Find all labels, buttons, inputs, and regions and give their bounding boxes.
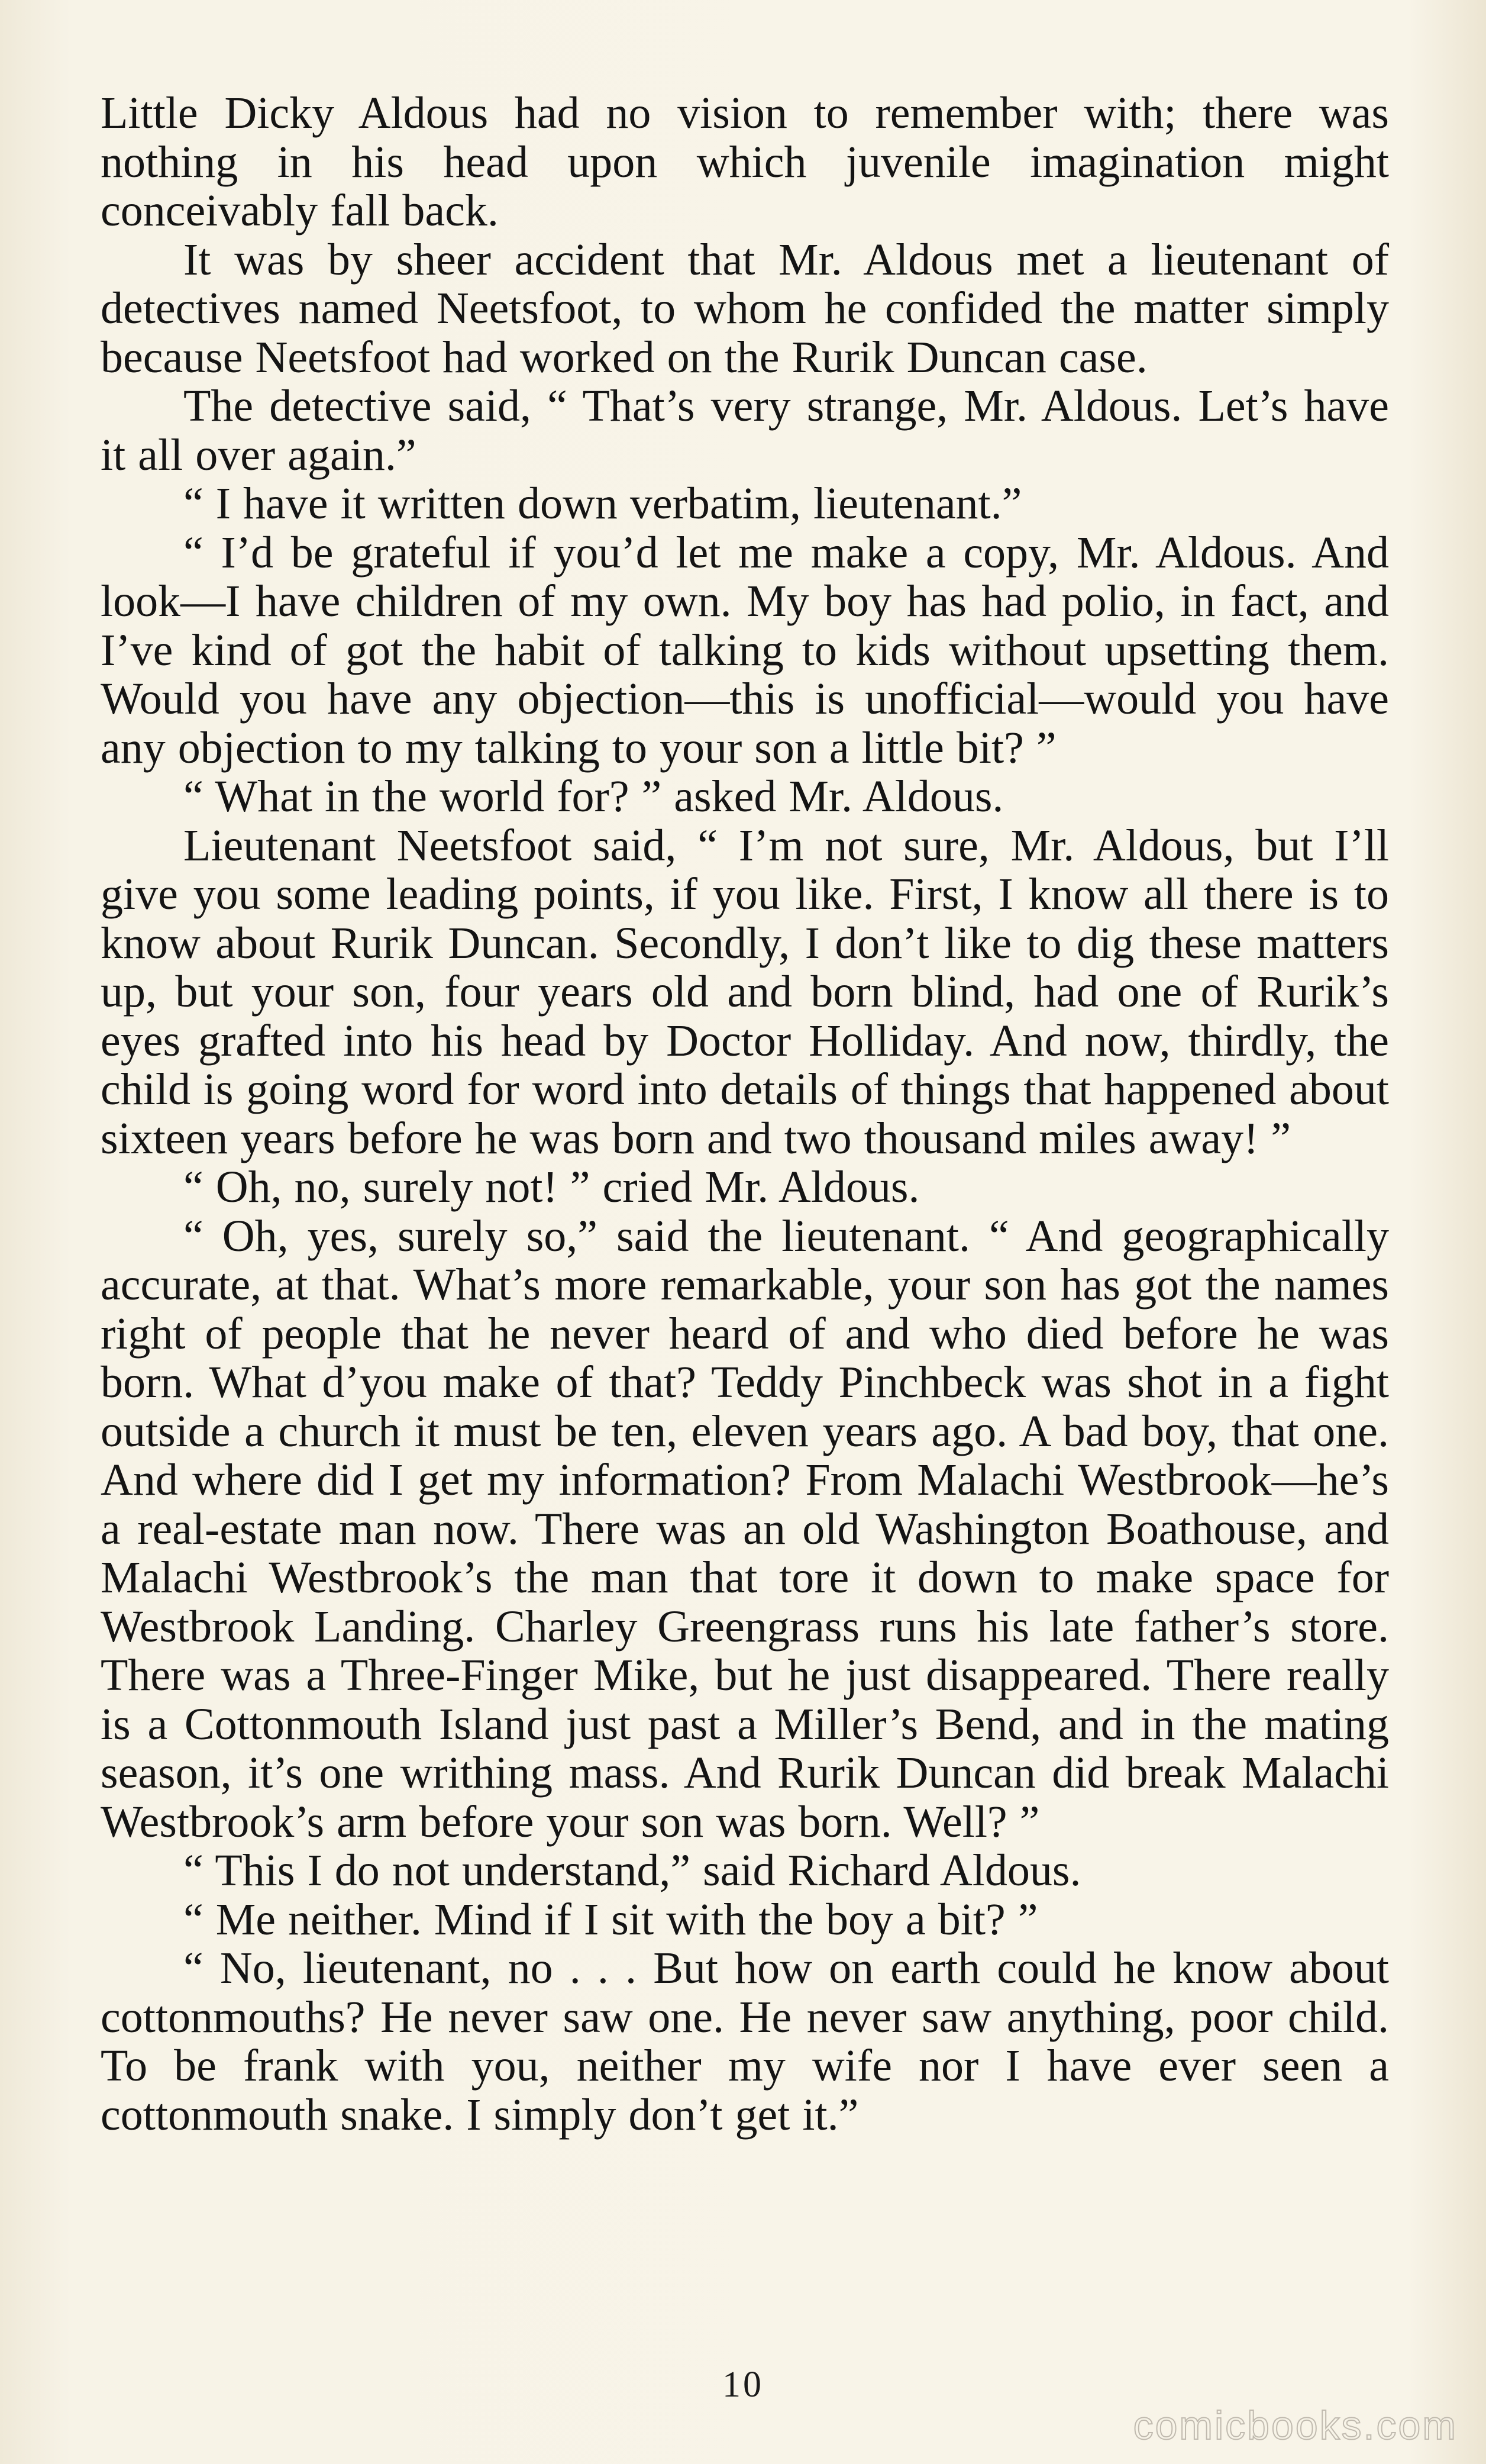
paragraph-1: Little Dicky Aldous had no vision to remember with; there was nothing in his head upon which juvenile imagination might conceivably fall back. <box>101 88 1389 236</box>
body-text <box>101 89 1389 2139</box>
paragraph-9: “ Oh, yes, surely so,” said the lieutenant. “ And geographically accurate, at that. What’s more remarkable, your son has got the names right of people that he never heard of and who died before he was born. What d’you make of that? Teddy Pinchbeck was shot in a fight outside a church it must be ten, eleven years ago. A bad boy, that one. And where did I get my information? From Malachi Westbrook—he’s a real-estate man now. There was an old Washington Boathouse, and Malachi Westbrook’s the man that tore it down to make space for Westbrook Landing. Charley Greengrass runs his late father’s store. There was a Three-Finger Mike, but he just disappeared. There really is a Cottonmouth Island just past a Miller’s Bend, and in the mating season, it’s one writhing mass. And Rurik Duncan did break Malachi Westbrook’s arm before your son was born. Well? ” <box>101 1211 1389 1847</box>
paragraph-3: The detective said, “ That’s very strange, Mr. Aldous. Let’s have it all over again.” <box>101 381 1389 480</box>
paragraph-6: “ What in the world for? ” asked Mr. Aldous. <box>183 772 1004 821</box>
paragraph-8: “ Oh, no, surely not! ” cried Mr. Aldous. <box>183 1162 920 1212</box>
paragraph-5: “ I’d be grateful if you’d let me make a copy, Mr. Aldous. And look—I have children of my own. My boy has had polio, in fact, and I’ve kind of got the habit of talking to kids without upsetting them. Would you have any objection—this is unofficial—would you have any objection to my talking to your son a little bit? ” <box>101 527 1389 773</box>
paragraph-4: “ I have it written down verbatim, lieutenant.” <box>183 479 1022 528</box>
paragraph-2: It was by sheer accident that Mr. Aldous met a lieutenant of detectives named Neetsfoot, to whom he confided the matter simply because Neetsfoot had worked on the Rurik Duncan case. <box>101 234 1389 382</box>
page-number: 10 <box>722 2365 764 2405</box>
paragraph-12: “ No, lieutenant, no . . . But how on earth could he know about cottonmouths? He never saw one. He never saw anything, poor child. To be frank with you, neither my wife nor I have ever seen a cottonmouth snake. I simply don’t get it.” <box>101 1943 1389 2140</box>
paragraph-7: Lieutenant Neetsfoot said, “ I’m not sure, Mr. Aldous, but I’ll give you some leading points, if you like. First, I know all there is to know about Rurik Duncan. Secondly, I don’t like to dig these matters up, but your son, four years old and born blind, had one of Rurik’s eyes grafted into his head by Doctor Holliday. And now, thirdly, the child is going word for word into details of things that happened about sixteen years before he was born and two thousand miles away! ” <box>101 820 1389 1163</box>
paragraph-11: “ Me neither. Mind if I sit with the boy a bit? ” <box>183 1894 1038 1944</box>
paragraph-10: “ This I do not understand,” said Richard Aldous. <box>183 1846 1081 1895</box>
watermark: comicbooks.com <box>1133 2403 1458 2448</box>
